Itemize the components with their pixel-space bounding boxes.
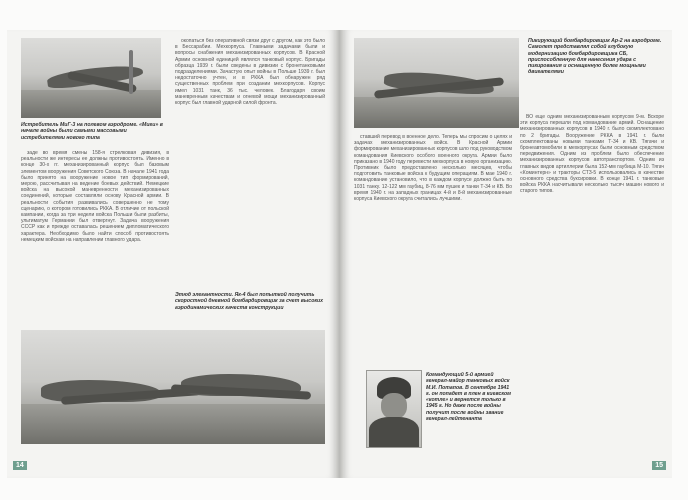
mig3-fighter-photo xyxy=(21,38,161,118)
left-text-column-b xyxy=(175,38,325,288)
bomber-caption: Этюд элегантности. Як-4 был попыткой получить скоростной дневной бомбардировщик за счет высоких аэродинамических качеств конструкции xyxy=(175,292,324,311)
fighter-propeller xyxy=(129,50,133,94)
photo-ground xyxy=(21,404,325,444)
portrait-caption: Командующий 5-й армией генерал-майор танковых войск М.И. Потапов. В сентябре 1941 г. он попадет в плен в киевском «котле» и вернется только в 1945 г. Но даже после войны получит после войны звание генерал-лейтенанта xyxy=(426,372,512,423)
right-text-column-b xyxy=(520,114,664,460)
left-paragraph-b: окопаться без оперативной связи друг с другом, как это было в Бессарабии. Мехкорпуса. Главными задачами были и вопросы снабжения механизированных корпусов. В Красной Армии основной единицей являлся танковый корпус. Бригады образца 1939 г. были сведены в дивизии с бронетанковыми подразделениями. Зачастую опыт войны в Польше 1939 г. был недостаточно учтен, и в РККА был обнаружен ряд существенных проблем при создании мехкорпусов. Корпус имел 1031 танк, 36 тыс. человек. Благодаря своим маневренным качествам и огневой мощи механизированный корпус был главной ударной силой фронта. xyxy=(175,38,325,107)
page-number-left: 14 xyxy=(13,461,27,470)
photo-ground xyxy=(354,97,519,129)
book-gutter xyxy=(335,30,344,478)
left-page xyxy=(7,30,335,478)
left-paragraph-a: заде во время смены 158-я стрелковая дивизия, в реальности же интересы ее должны противостоять. Именно в конце 30-х гг. механизированный корпус был базовым элементом вооружения Советского Союза. В начале 1941 года было принято на вооружение новое тип формирований, мерою, рассчитывая на ведение боевых действий. Немецкие войска на высокой маневренности механизированных соединений, которые составляли основу Красной армии. В реальности события развивались совершенно не тому сценарию, о котором готовились РККА. В отличие от польской кампании, когда за три недели войска Польши были разбиты, ультиматум Германии был отвергнут. Задача вооружения СССР как и прежде оставалась решением дипломатического характера. Необходимо было найти способ противостоять немецким войскам на направлении главного удара. xyxy=(21,150,169,243)
portrait-face xyxy=(381,393,407,419)
ar2-divebomber-photo xyxy=(354,38,519,128)
photo-ground xyxy=(21,90,161,118)
right-text-column-a xyxy=(354,134,512,366)
fighter-caption: Истребитель МиГ-3 на полевом аэродроме. «Миги» в начале войны были самыми массовыми истребителями нового типа xyxy=(21,122,163,141)
general-potapov-portrait xyxy=(366,370,422,448)
yak4-bomber-photo xyxy=(21,330,325,444)
divebomber-caption: Пикирующий бомбардировщик Ар-2 на аэродроме. Самолет представлял собой глубокую модернизацию бомбардировщика СБ, приспособленную для нанесения удара с пикирования и оснащенную более мощными двигателями xyxy=(528,38,662,76)
portrait-body xyxy=(369,417,419,448)
page-number-right: 15 xyxy=(652,461,666,470)
right-paragraph-a: ставший перевод в военное дело. Теперь мы спросим о целях и задачах механизированных войск. В Красной Армии формирование механизированных корпусов шло под руководством командования Киевского особого военного округа. Армии было приказано в 1940 году перевести мехкорпуса в новую организацию. Противник было предоставлено несколько месяцев, чтобы подготовить танковые войска к будущим операциям. В мае 1940 г. командование установило, что в каждом корпусе должно быть по 1031 танку. 12-122 мм гаубиц, 8-76 мм пушек и танки Т-34 и КВ. Во время 1940 г. на западных границах 4-й и 8-й механизированные корпуса Киевского округа считались лучшими. xyxy=(354,134,512,203)
right-paragraph-b: ВО еще одним механизированным корпусом 9-м. Вскоре эти корпуса перешли под командование армий. Оснащение механизированных корпусов в 1940 г. было скомплектовано по 2 бригады. Вооружение РККА в 1941 г. были скомплектованы новыми танками Т-34 и КВ. Тягачи и бронеавтомобили в мехкорпусах были основным средством передвижения. Одним из проблем было обеспечение механизированных корпусов автотранспортом. Одним из главных видов артиллерии была 152-мм гаубица М-10. Тягач «Коминтерн» и тракторы СТЗ-5 использовались в качестве основного средства буксировки. В конце 1941 г. танковые войска РККА насчитывали несколько тысяч машин нового и старого типов. xyxy=(520,114,664,195)
right-page xyxy=(344,30,672,478)
